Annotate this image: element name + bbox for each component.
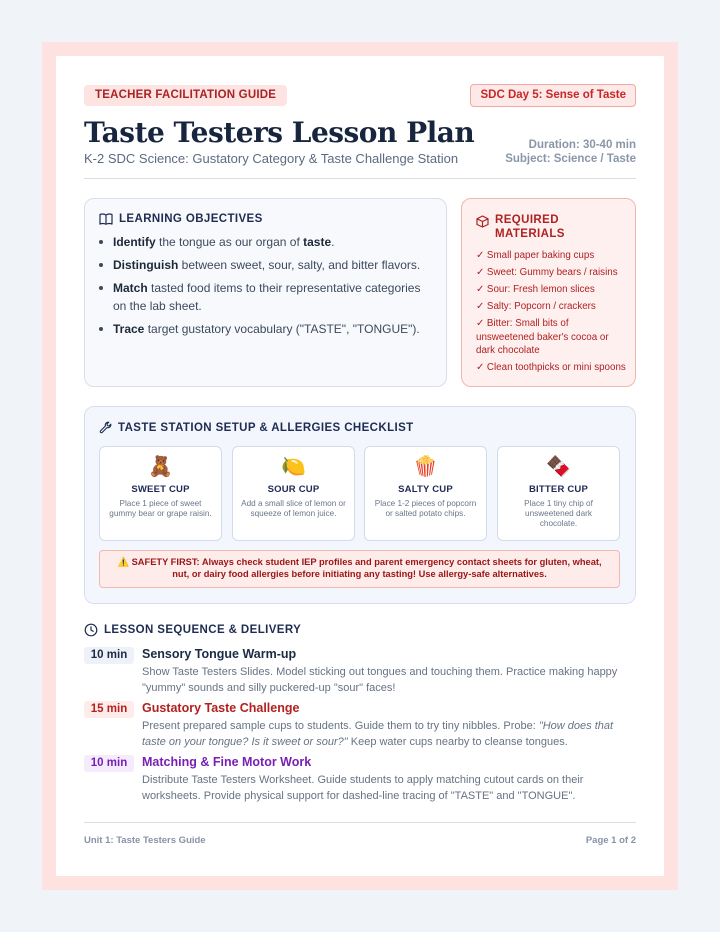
lesson-plan-page [56,56,664,876]
wrench-icon [99,421,112,434]
required-materials-card [461,198,636,387]
cup-title: SWEET CUP [131,484,190,495]
material-item: ✓ Small paper baking cups [476,250,595,261]
page-subtitle: K-2 SDC Science: Gustatory Category & Taste Challenge Station [84,151,459,166]
chocolate-icon: 🍫 [546,456,571,478]
book-icon [99,213,113,225]
step-title: Gustatory Taste Challenge [142,701,300,715]
lemon-icon: 🍋 [281,456,306,478]
sweet-cup-card [99,446,222,541]
time-badge: 10 min [84,647,134,664]
footer-page-number: Page 1 of 2 [585,835,636,846]
required-materials-heading [476,213,565,241]
page-title: Taste Testers Lesson Plan [84,116,475,149]
material-item: ✓ Salty: Popcorn / crackers [476,301,596,312]
material-item: ✓ Clean toothpicks or mini spoons [476,362,626,373]
objective-item: Match tasted food items to their representative categories on the lab sheet. [99,279,424,315]
materials-list [476,249,626,378]
learning-objectives-heading [99,213,263,225]
objective-item: Identify the tongue as our organ of taste. [99,233,424,251]
footer-divider [84,822,636,823]
time-badge: 10 min [84,755,134,772]
popcorn-icon: 🍿 [413,456,438,478]
bitter-cup-card [497,446,620,541]
cup-title: SOUR CUP [267,484,320,495]
taste-station-setup-card [84,406,636,604]
material-item: ✓ Bitter: Small bits of unsweetened baker's cocoa or dark chocolate [476,318,609,356]
time-badge: 15 min [84,701,134,718]
step-title: Matching & Fine Motor Work [142,755,312,769]
materials-heading-line2: MATERIALS [495,228,565,240]
facilitation-guide-tag: TEACHER FACILITATION GUIDE [84,85,287,106]
footer-unit: Unit 1: Taste Testers Guide [84,835,206,846]
cup-title: SALTY CUP [398,484,453,495]
objective-item: Trace target gustatory vocabulary ("TASTE", "TONGUE"). [99,320,424,338]
teddy-bear-icon: 🧸 [148,456,173,478]
learning-objectives-card [84,198,447,387]
objectives-list [99,233,424,338]
setup-heading [99,421,414,434]
safety-warning: ⚠️ SAFETY FIRST: Always check student IEP profiles and parent emergency contact sheets for gluten, wheat, nut, or dairy food allergies before initiating any tasting! Use allergy-safe alternatives. [99,550,620,588]
material-item: ✓ Sour: Fresh lemon slices [476,284,595,295]
cup-description: Place 1 tiny chip of unsweetened dark chocolate. [524,499,593,528]
cup-description: Place 1 piece of sweet gummy bear or grape raisin. [109,499,212,518]
sequence-heading [84,623,301,637]
cube-icon [476,215,489,228]
header-divider [84,178,636,179]
cup-description: Place 1-2 pieces of popcorn or salted potato chips. [374,499,477,518]
material-item: ✓ Sweet: Gummy bears / raisins [476,267,618,278]
sequence-title: LESSON SEQUENCE & DELIVERY [104,624,302,636]
cup-title: BITTER CUP [529,484,588,495]
step-description: Present prepared sample cups to students. Guide them to try tiny nibbles. Probe: "How does that taste on your tongue? Is it sweet or sour?" Keep water cups nearby to cleanse tongues. [142,720,614,748]
learning-objectives-title: LEARNING OBJECTIVES [119,213,263,225]
setup-title: TASTE STATION SETUP & ALLERGIES CHECKLIST [118,421,414,434]
salty-cup-card [364,446,487,541]
step-description: Show Taste Testers Slides. Model sticking out tongues and touching them. Practice making happy "yummy" sounds and silly puckered-up "sour" faces! [142,666,618,694]
subject-label: Subject: Science / Taste [505,153,636,165]
clock-icon [84,623,98,637]
duration-label: Duration: 30-40 min [528,139,636,151]
objective-item: Distinguish between sweet, sour, salty, and bitter flavors. [99,256,424,274]
materials-heading-line1: REQUIRED [495,214,559,226]
step-title: Sensory Tongue Warm-up [142,647,297,661]
step-description: Distribute Taste Testers Worksheet. Guide students to apply matching cutout cards on their worksheets. Provide physical support for dashed-line tracing of "TASTE" and "TONGUE". [142,774,584,802]
cup-description: Add a small slice of lemon or squeeze of lemon juice. [241,499,346,518]
day-tag: SDC Day 5: Sense of Taste [470,84,636,107]
sour-cup-card [232,446,355,541]
